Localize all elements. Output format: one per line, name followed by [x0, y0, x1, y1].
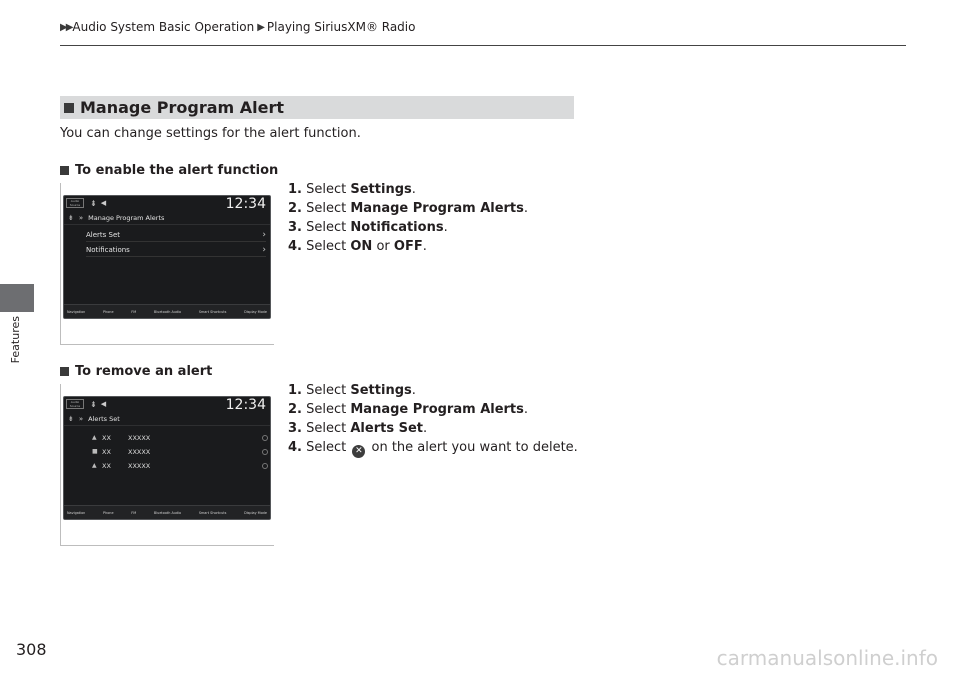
watermark: carmanualsonline.info	[716, 646, 938, 670]
speaker-icon[interactable]: ◀	[100, 400, 107, 408]
square-bullet-icon	[60, 367, 69, 376]
alert-row[interactable]	[92, 445, 268, 458]
screen-nav-bar	[64, 505, 270, 519]
screen-title-bar	[64, 212, 270, 225]
step-item: 4. Select ON or OFF.	[288, 239, 427, 254]
chevron-right-icon: ›	[262, 244, 266, 255]
tune-icon[interactable]: ⇟	[90, 399, 97, 409]
alert-row[interactable]	[92, 459, 268, 472]
nav-phone[interactable]: Phone	[103, 510, 114, 515]
tune-icon[interactable]: ⇟	[90, 198, 97, 208]
section-intro: You can change settings for the alert function.	[60, 126, 361, 141]
menu-icon[interactable]: ⇟	[68, 415, 74, 423]
step-item: 3. Select Notifications.	[288, 220, 448, 235]
menu-icon[interactable]: ⇟	[68, 214, 74, 222]
screen-alerts-set	[63, 396, 271, 520]
nav-bluetooth-audio[interactable]: Bluetooth Audio	[153, 510, 182, 515]
section-title-bar	[60, 96, 574, 119]
step-item: 2. Select Manage Program Alerts.	[288, 201, 529, 216]
audio-source-button[interactable]: Audio Source	[66, 198, 84, 208]
nav-fm[interactable]: FM	[131, 510, 137, 515]
alert-category: XX	[102, 461, 111, 470]
step-item: 1. Select Settings.	[288, 383, 416, 398]
alert-category: XX	[102, 447, 111, 456]
screen-status-bar	[64, 397, 270, 411]
screen-status-bar	[64, 196, 270, 210]
back-chevrons-icon[interactable]: »	[78, 214, 84, 222]
side-tab-marker	[0, 284, 34, 312]
breadcrumb	[60, 20, 415, 34]
alert-name: XXXXX	[128, 461, 151, 470]
breadcrumb-item-audio-basic[interactable]: Audio System Basic Operation	[72, 20, 255, 34]
alert-category: XX	[102, 433, 111, 442]
chevron-right-icon: ›	[262, 229, 266, 240]
nav-display-mode[interactable]: Display Mode	[244, 510, 267, 515]
delete-alert-icon[interactable]	[262, 449, 268, 455]
nav-bluetooth-audio[interactable]: Bluetooth Audio	[153, 309, 182, 314]
screen-nav-bar	[64, 304, 270, 318]
enable-heading	[60, 163, 278, 178]
page-number: 308	[16, 640, 47, 659]
audio-source-button[interactable]: Audio Source	[66, 399, 84, 409]
screen-clock: 12:34	[225, 196, 266, 212]
square-bullet-icon	[64, 103, 74, 113]
remove-heading-text: To remove an alert	[75, 364, 213, 379]
nav-navigation[interactable]: Navigation	[67, 510, 86, 515]
figure-manage-alerts	[60, 183, 274, 345]
enable-heading-text: To enable the alert function	[75, 163, 279, 178]
screen-title-bar	[64, 413, 270, 426]
side-tab-label: Features	[9, 316, 22, 364]
screen-row-alerts-set[interactable]	[86, 228, 266, 242]
remove-steps	[288, 381, 578, 458]
nav-phone[interactable]: Phone	[103, 309, 114, 314]
speaker-icon[interactable]: ◀	[100, 199, 107, 207]
screen-clock: 12:34	[225, 397, 266, 413]
alert-name: XXXXX	[128, 447, 151, 456]
delete-alert-icon[interactable]	[262, 463, 268, 469]
screen-title: Alerts Set	[88, 415, 120, 423]
x-circle-icon: ✕	[352, 445, 365, 458]
nav-navigation[interactable]: Navigation	[67, 309, 86, 314]
alert-type-icon: ■	[92, 448, 98, 455]
nav-fm[interactable]: FM	[131, 309, 137, 314]
delete-alert-icon[interactable]	[262, 435, 268, 441]
breadcrumb-item-siriusxm[interactable]: Playing SiriusXM® Radio	[266, 20, 416, 34]
screen-manage-alerts	[63, 195, 271, 319]
step-item: 3. Select Alerts Set.	[288, 421, 428, 436]
nav-display-mode[interactable]: Display Mode	[244, 309, 267, 314]
step-item: 4. Select ✕ on the alert you want to delete.	[288, 440, 578, 456]
screen-row-label: Alerts Set	[86, 230, 121, 239]
figure-alerts-set	[60, 384, 274, 546]
alert-type-icon: ▲	[92, 462, 97, 469]
step-item: 2. Select Manage Program Alerts.	[288, 402, 529, 417]
nav-smart-shortcuts[interactable]: Smart Shortcuts	[198, 510, 227, 515]
alert-name: XXXXX	[128, 433, 151, 442]
nav-smart-shortcuts[interactable]: Smart Shortcuts	[198, 309, 227, 314]
alert-row[interactable]	[92, 431, 268, 444]
alert-type-icon: ▲	[92, 434, 97, 441]
enable-steps	[288, 180, 528, 256]
back-chevrons-icon[interactable]: »	[78, 415, 84, 423]
breadcrumb-arrow-icon: ▶▶	[60, 21, 72, 33]
section-title: Manage Program Alert	[80, 98, 285, 117]
breadcrumb-arrow-icon: ▶	[257, 21, 265, 33]
screen-title: Manage Program Alerts	[88, 214, 165, 222]
screen-row-label: Notifications	[86, 245, 130, 254]
screen-row-notifications[interactable]	[86, 243, 266, 257]
remove-heading	[60, 364, 212, 379]
header-divider	[60, 45, 906, 46]
step-item: 1. Select Settings.	[288, 182, 416, 197]
square-bullet-icon	[60, 166, 69, 175]
